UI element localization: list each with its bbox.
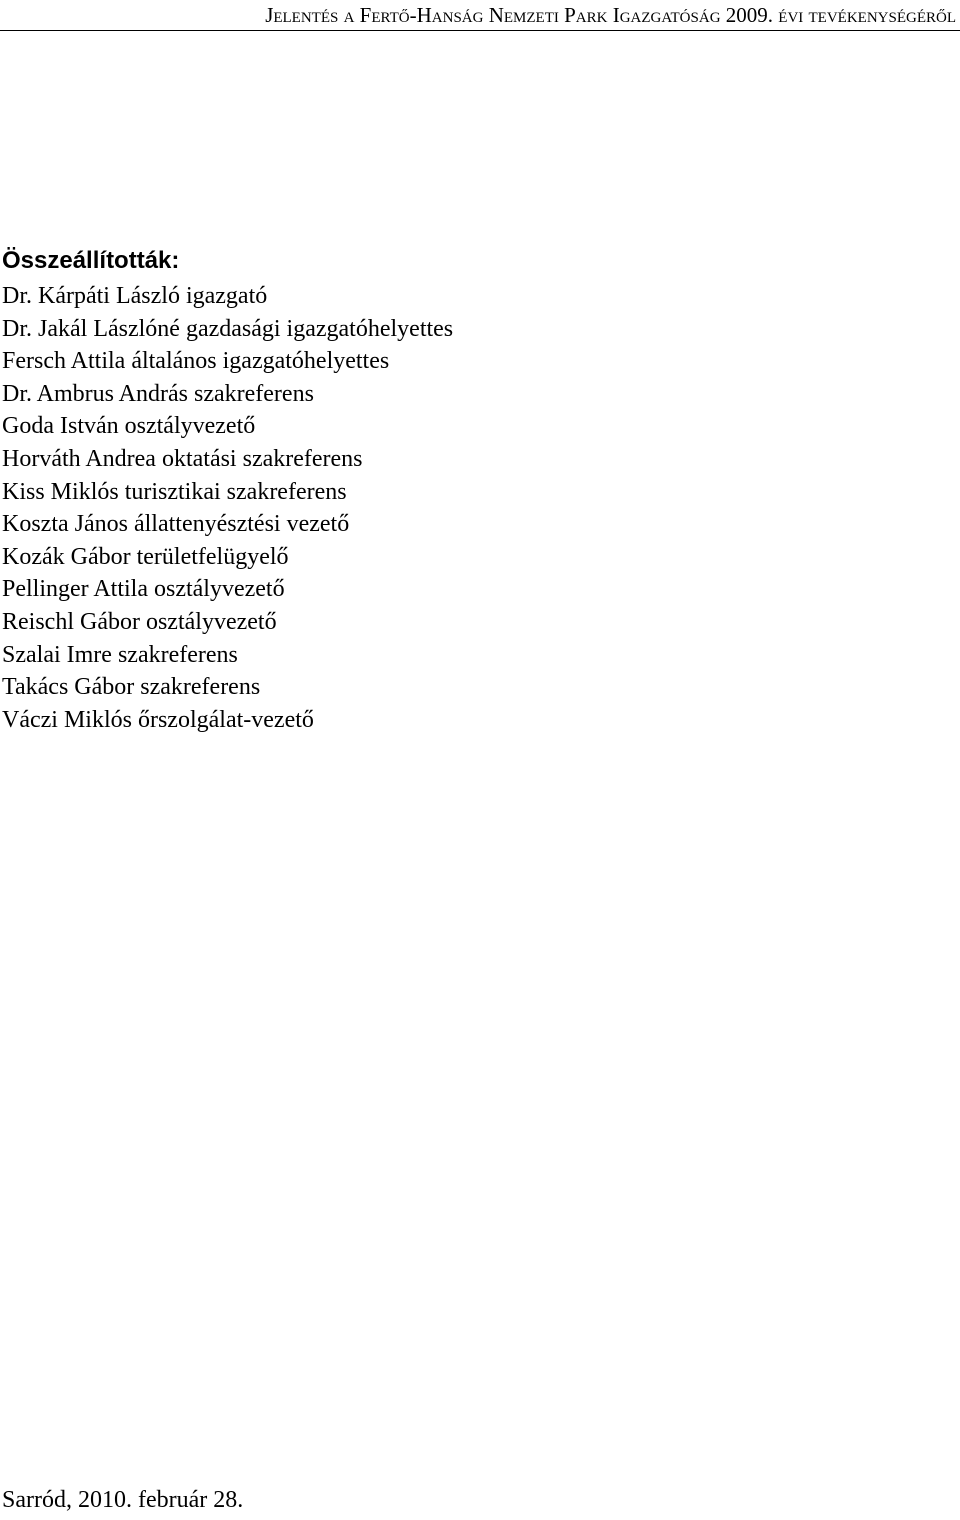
author-item: Váczi Miklós őrszolgálat-vezető (2, 706, 314, 733)
running-header: Jelentés a Fertő-Hanság Nemzeti Park Igazgatóság 2009. évi tevékenységéről (265, 3, 956, 27)
place-date: Sarród, 2010. február 28. (2, 1487, 244, 1513)
compilers-heading: Összeállították: (2, 247, 180, 274)
author-item: Kozák Gábor területfelügyelő (2, 543, 289, 570)
author-item: Koszta János állattenyésztési vezető (2, 511, 350, 538)
author-item: Dr. Ambrus András szakreferens (2, 380, 314, 407)
header-rule (0, 30, 960, 31)
author-item: Dr. Jakál Lászlóné gazdasági igazgatóhelyettes (2, 315, 454, 342)
author-item: Reischl Gábor osztályvezető (2, 608, 277, 635)
author-item: Fersch Attila általános igazgatóhelyettes (2, 348, 390, 375)
author-item: Pellinger Attila osztályvezető (2, 576, 285, 603)
author-item: Dr. Kárpáti László igazgató (2, 283, 268, 309)
author-list (2, 280, 453, 736)
author-item: Goda István osztályvezető (2, 413, 256, 440)
author-item: Szalai Imre szakreferens (2, 641, 238, 668)
author-item: Kiss Miklós turisztikai szakreferens (2, 478, 347, 505)
author-item: Horváth Andrea oktatási szakreferens (2, 445, 363, 472)
author-item: Takács Gábor szakreferens (2, 674, 261, 701)
